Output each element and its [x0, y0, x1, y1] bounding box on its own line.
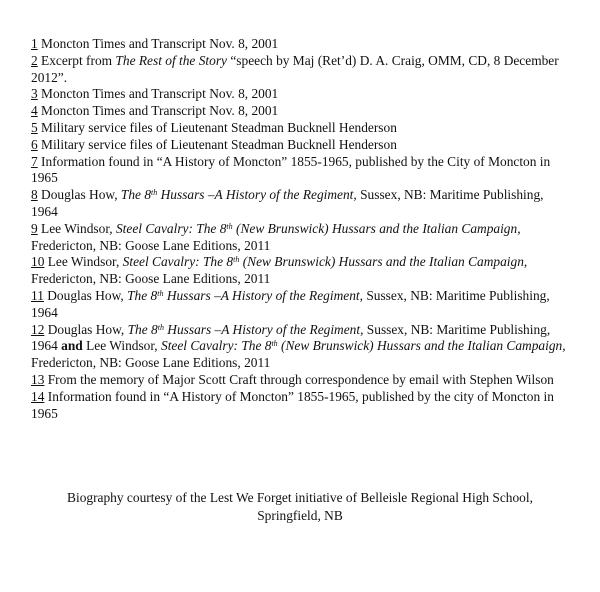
footnote-13 [31, 372, 571, 389]
footnote-2 [31, 53, 571, 87]
footnote-11 [31, 288, 571, 322]
footnote-10 [31, 254, 571, 288]
footnote-title: Steel Cavalry: The 8th (New Brunswick) Hussars and the Italian Campaign, [122, 254, 528, 270]
footnote-number: 5 [31, 119, 38, 135]
footnote-text: Moncton Times and Transcript Nov. 8, 2001 [37, 86, 279, 102]
footnote-text: Information found in “A History of Moncton” 1855-1965, published by the city of Moncton in 1965 [31, 388, 554, 421]
footnote-number: 13 [31, 371, 45, 387]
footnote-6 [31, 137, 571, 154]
footnote-text: Lee Windsor, [82, 338, 161, 354]
footnote-text: Excerpt from [37, 52, 116, 68]
footnote-14 [31, 389, 571, 423]
credit-line-1: Biography courtesy of the Lest We Forget initiative of Belleisle Regional High School, [67, 490, 533, 505]
footnote-number: 4 [31, 103, 38, 119]
footnote-text: “speech by Maj (Ret’d) D. A. Craig, OMM, CD, 8 December 2012”. [31, 52, 559, 85]
footnote-title: The Rest of the Story [115, 52, 227, 68]
footnote-7 [31, 154, 571, 188]
footnote-title: The 8th Hussars –A History of the Regiment, [127, 321, 364, 337]
footnote-text: Military service files of Lieutenant Steadman Bucknell Henderson [37, 136, 397, 152]
footnote-text: Military service files of Lieutenant Steadman Bucknell Henderson [37, 119, 397, 135]
footnote-number: 3 [31, 86, 38, 102]
footnote-number: 14 [31, 388, 45, 404]
footnote-1 [31, 36, 571, 53]
footnote-number: 8 [31, 187, 38, 203]
footnote-text: Douglas How, [37, 187, 121, 203]
footnote-9 [31, 221, 571, 255]
footnote-text: Sussex, NB: Maritime Publishing, 1964 [31, 187, 544, 219]
footnote-text: Douglas How, [44, 321, 128, 337]
footnote-text: Moncton Times and Transcript Nov. 8, 2001 [37, 103, 279, 119]
footnote-text: Fredericton, NB: Goose Lane Editions, 2011 [31, 355, 271, 371]
footnote-text: Fredericton, NB: Goose Lane Editions, 2011 [31, 237, 271, 253]
footnote-12 [31, 322, 571, 372]
footnote-title: The 8th Hussars –A History of the Regiment, [127, 287, 363, 303]
footnote-text: Douglas How, [43, 287, 128, 303]
footnote-number: 1 [31, 36, 38, 51]
footnote-number: 2 [31, 52, 38, 68]
biography-credit [20, 489, 580, 524]
footnote-text: Information found in “A History of Moncton” 1855-1965, published by the City of Moncton in 1965 [31, 153, 551, 186]
footnote-number: 10 [31, 254, 45, 270]
footnote-text: Lee Windsor, [44, 254, 123, 270]
footnote-number: 6 [31, 136, 38, 152]
footnote-4 [31, 103, 571, 120]
footnotes-list [31, 36, 571, 422]
footnote-text: From the memory of Major Scott Craft through correspondence by email with Stephen Wilson [44, 371, 554, 387]
footnote-conjunction: and [61, 338, 83, 354]
footnote-text: Moncton Times and Transcript Nov. 8, 2001 [37, 36, 279, 51]
footnote-5 [31, 120, 571, 137]
footnote-text: Sussex, NB: Maritime Publishing, 1964 [31, 287, 550, 320]
footnote-text: Sussex, NB: Maritime Publishing, 1964 [31, 321, 551, 354]
footnote-text: Fredericton, NB: Goose Lane Editions, 2011 [31, 271, 271, 287]
footnote-text: Lee Windsor, [37, 220, 116, 236]
footnote-title: The 8th Hussars –A History of the Regiment, [120, 187, 357, 203]
footnote-number: 11 [31, 287, 44, 303]
footnote-3 [31, 86, 571, 103]
footnote-number: 7 [31, 153, 38, 169]
footnote-title: Steel Cavalry: The 8th (New Brunswick) Hussars and the Italian Campaign, [161, 338, 566, 354]
credit-line-2: Springfield, NB [257, 507, 343, 523]
footnote-8 [31, 187, 571, 221]
footnote-number: 12 [31, 321, 45, 337]
footnote-title: Steel Cavalry: The 8th (New Brunswick) Hussars and the Italian Campaign, [115, 220, 521, 236]
footnote-number: 9 [31, 220, 38, 236]
